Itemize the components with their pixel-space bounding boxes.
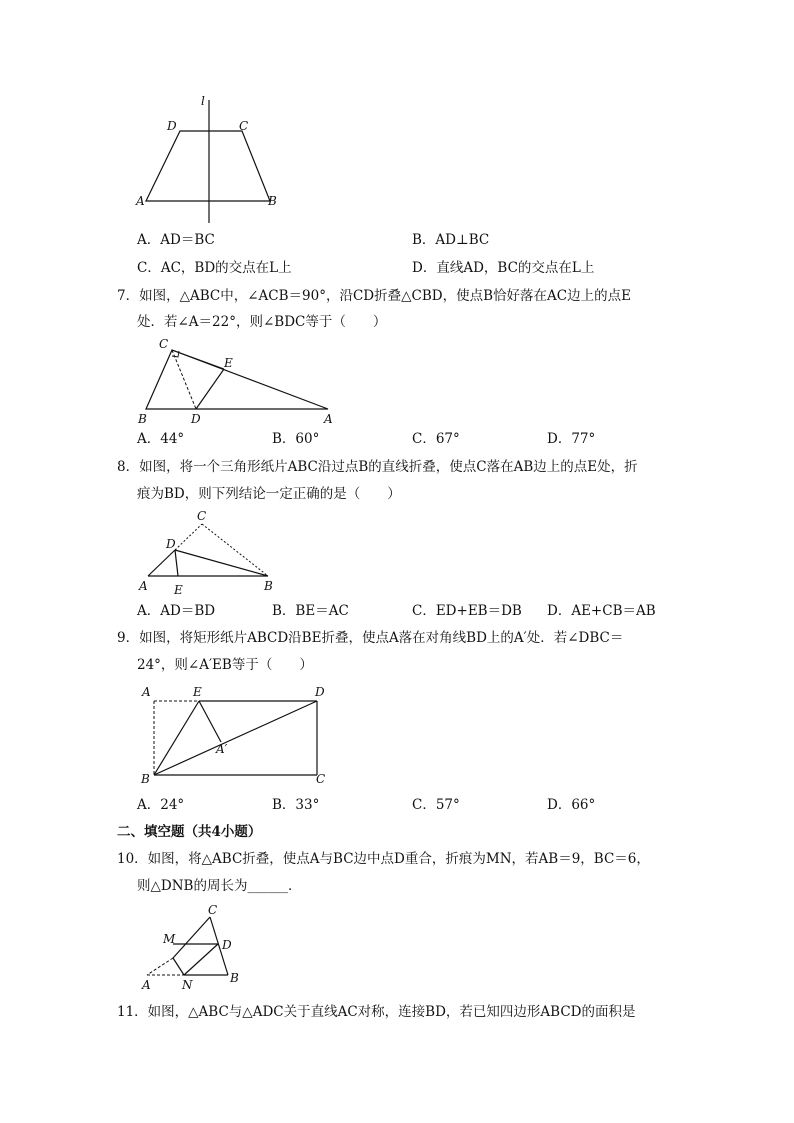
- q9-stem-line2: 24°，则∠A′EB等于（ ）: [137, 657, 313, 673]
- q10-label-d: D: [222, 938, 232, 952]
- q6-trapezoid-figure: [130, 90, 290, 230]
- q7-option-d: D．77°: [547, 431, 596, 447]
- q6-label-b: B: [268, 194, 277, 208]
- q9-rectangle-figure: [130, 680, 345, 795]
- q10-stem-line2: 则△DNB的周长为______．: [137, 878, 302, 894]
- q9-option-d: D．66°: [547, 797, 596, 813]
- q8-option-d: D．AE+CB＝AB: [547, 603, 656, 619]
- q7-label-e: E: [224, 356, 233, 370]
- q9-label-a: A: [142, 685, 151, 699]
- q9-label-c: C: [316, 772, 326, 786]
- q8-label-e: E: [174, 583, 183, 597]
- q10-label-c: C: [208, 903, 218, 917]
- q7-stem-line1: 7．如图，△ABC中，∠ACB＝90°，沿CD折叠△CBD，使点B恰好落在AC边上的点E: [117, 288, 631, 304]
- q10-label-b: B: [230, 971, 239, 985]
- q8-label-c: C: [197, 509, 207, 523]
- q6-option-b: B．AD⊥BC: [412, 232, 490, 248]
- section-heading-fill-in: 二、填空题（共4小题）: [117, 824, 262, 840]
- q6-option-d: D．直线AD，BC的交点在L上: [412, 260, 595, 276]
- q7-option-a: A．44°: [137, 431, 185, 447]
- q9-option-a: A．24°: [137, 797, 185, 813]
- q7-label-d: D: [191, 412, 201, 426]
- q8-label-d: D: [166, 537, 176, 551]
- q7-label-b: B: [138, 412, 147, 426]
- q9-label-a-prime: A′: [216, 742, 228, 756]
- q8-label-a: A: [139, 579, 148, 593]
- q6-label-c: C: [239, 119, 249, 133]
- q8-option-b: B．BE＝AC: [272, 603, 349, 619]
- q6-label-d: D: [167, 119, 177, 133]
- q6-label-a: A: [136, 194, 145, 208]
- q7-triangle-figure: [130, 335, 350, 430]
- q9-label-e: E: [193, 685, 202, 699]
- q6-label-l: l: [201, 94, 205, 108]
- q7-option-c: C．67°: [412, 431, 460, 447]
- q9-option-c: C．57°: [412, 797, 460, 813]
- q7-stem-line2: 处．若∠A＝22°，则∠BDC等于（ ）: [137, 314, 387, 330]
- q8-label-b: B: [264, 579, 273, 593]
- q9-option-b: B．33°: [272, 797, 320, 813]
- q10-triangle-figure: [130, 900, 260, 995]
- q8-option-a: A．AD＝BD: [137, 603, 216, 619]
- q9-label-d: D: [315, 685, 325, 699]
- q9-label-b: B: [141, 772, 150, 786]
- q10-label-n: N: [182, 978, 193, 992]
- q10-label-m: M: [163, 932, 176, 946]
- q7-label-c: C: [159, 337, 169, 351]
- q11-stem-line1: 11．如图，△ABC与△ADC关于直线AC对称，连接BD，若已知四边形ABCD的面积是: [117, 1004, 636, 1020]
- q8-stem-line2: 痕为BD，则下列结论一定正确的是（ ）: [137, 486, 401, 502]
- q9-stem-line1: 9．如图，将矩形纸片ABCD沿BE折叠，使点A落在对角线BD上的A′处．若∠DBC＝: [117, 630, 624, 646]
- q7-label-a: A: [324, 412, 333, 426]
- q7-option-b: B．60°: [272, 431, 320, 447]
- q10-stem-line1: 10．如图，将△ABC折叠，使点A与BC边中点D重合，折痕为MN，若AB＝9，BC＝6，: [117, 851, 650, 867]
- q8-option-c: C．ED+EB＝DB: [412, 603, 522, 619]
- q6-option-c: C．AC，BD的交点在L上: [137, 260, 292, 276]
- q10-label-a: A: [142, 978, 151, 992]
- q8-triangle-figure: [130, 508, 290, 600]
- q6-option-a: A．AD＝BC: [137, 232, 215, 248]
- q8-stem-line1: 8．如图，将一个三角形纸片ABC沿过点B的直线折叠，使点C落在AB边上的点E处，折: [117, 459, 638, 475]
